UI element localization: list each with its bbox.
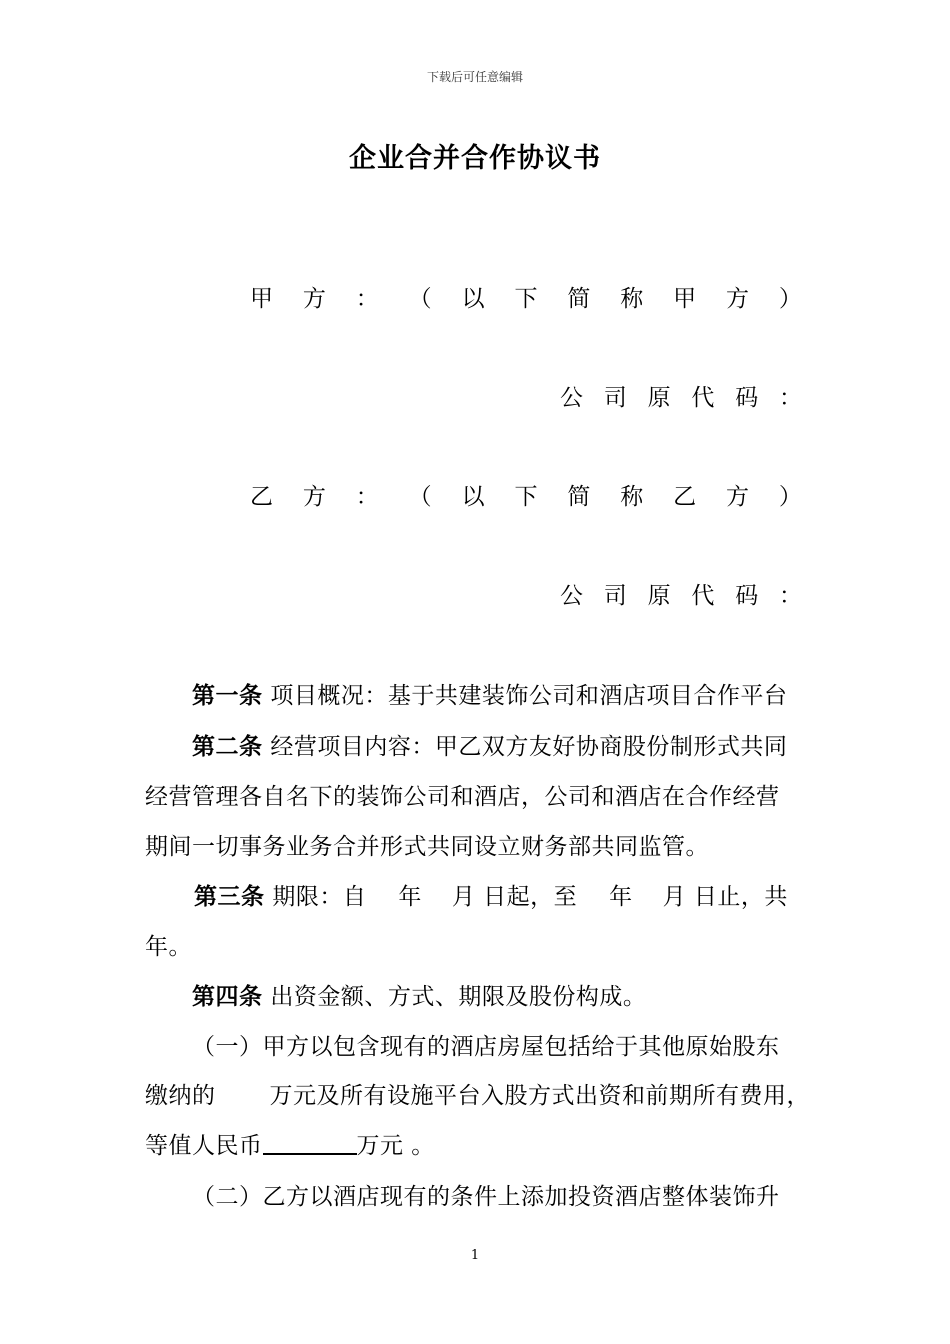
party-a-char: 简 [567, 286, 591, 312]
code-char: 代 [691, 583, 715, 609]
party-b-char: 下 [514, 484, 538, 510]
clause-1-rmb-unit: 万元 。 [356, 1133, 435, 1159]
article-2-text: 经营项目内容：甲乙双方友好协商股份制形式共同 [270, 734, 788, 760]
party-b-char: 称 [620, 484, 644, 510]
party-b-char: 以 [461, 484, 485, 510]
party-b-char: 乙 [673, 484, 697, 510]
code-char: ： [778, 385, 802, 411]
party-a-char: ） [778, 286, 802, 312]
article-4-label: 第四条 [192, 984, 263, 1010]
party-a-line [250, 280, 802, 313]
code-char: 司 [603, 385, 627, 411]
article-3-line-1 [194, 878, 788, 911]
code-char: 码 [735, 583, 759, 609]
party-b-char: 乙 [250, 484, 273, 510]
code-char: 原 [647, 583, 671, 609]
party-b-char: 方 [302, 484, 326, 510]
party-a-char: 下 [514, 286, 538, 312]
code-char: 公 [560, 583, 583, 609]
document-title: 企业合并合作协议书 [349, 143, 601, 174]
article-2-line-3: 期间一切事务业务合并形式共同设立财务部共同监管。 [145, 834, 709, 860]
code-char: 原 [647, 385, 671, 411]
article-3-line-2: 年。 [145, 934, 192, 960]
party-b-char: （ [408, 484, 432, 510]
article-3-month-1: 月 日起，至 [451, 884, 578, 910]
article-4 [192, 978, 646, 1011]
clause-1-paid-label: 缴纳的 [145, 1083, 216, 1109]
article-3-year-1: 年 [398, 884, 422, 910]
clause-1-line-2 [145, 1077, 810, 1110]
code-char: 司 [603, 583, 627, 609]
party-a-char: 甲 [673, 286, 697, 312]
party-a-char: 方 [726, 286, 750, 312]
code-char: 码 [735, 385, 759, 411]
party-a-char: 方 [302, 286, 326, 312]
code-char: 代 [691, 385, 715, 411]
article-3-label: 第三条 [194, 884, 265, 910]
clause-1-paid-text: 万元及所有设施平台入股方式出资和前期所有费用， [269, 1083, 810, 1109]
party-b-char: ： [355, 484, 379, 510]
party-a-char: 甲 [250, 286, 273, 312]
clause-1-rmb-label: 等值人民币 [145, 1133, 263, 1159]
article-1-text: 项目概况：基于共建装饰公司和酒店项目合作平台 [270, 683, 788, 709]
clause-2-line-1: （二）乙方以酒店现有的条件上添加投资酒店整体装饰升 [192, 1184, 780, 1210]
party-b-line [250, 478, 802, 511]
article-2-line-2: 经营管理各自名下的装饰公司和酒店，公司和酒店在合作经营 [145, 784, 780, 810]
article-4-text: 出资金额、方式、期限及股份构成。 [270, 984, 647, 1010]
article-1 [192, 677, 787, 710]
party-a-char: 以 [461, 286, 485, 312]
party-b-char: ） [778, 484, 802, 510]
article-3-month-2: 月 日止，共 [662, 884, 788, 910]
party-a-char: 称 [620, 286, 644, 312]
article-3-period-start: 期限：自 [272, 884, 367, 910]
party-a-company-code [560, 379, 802, 412]
header-note: 下载后可任意编辑 [426, 70, 523, 84]
code-char: ： [778, 583, 802, 609]
party-a-char: （ [408, 286, 432, 312]
amount-blank-field[interactable] [263, 1133, 357, 1155]
article-1-label: 第一条 [192, 683, 263, 709]
party-b-company-code [560, 577, 802, 610]
article-2-label: 第二条 [192, 734, 263, 760]
article-2-line-1 [192, 728, 787, 761]
party-b-char: 简 [567, 484, 591, 510]
party-a-char: ： [355, 286, 379, 312]
clause-1-line-3 [145, 1127, 435, 1160]
code-char: 公 [560, 385, 583, 411]
clause-1-line-1: （一）甲方以包含现有的酒店房屋包括给于其他原始股东 [192, 1034, 780, 1060]
article-3-year-2: 年 [609, 884, 633, 910]
page-number: 1 [470, 1248, 480, 1263]
party-b-char: 方 [726, 484, 750, 510]
